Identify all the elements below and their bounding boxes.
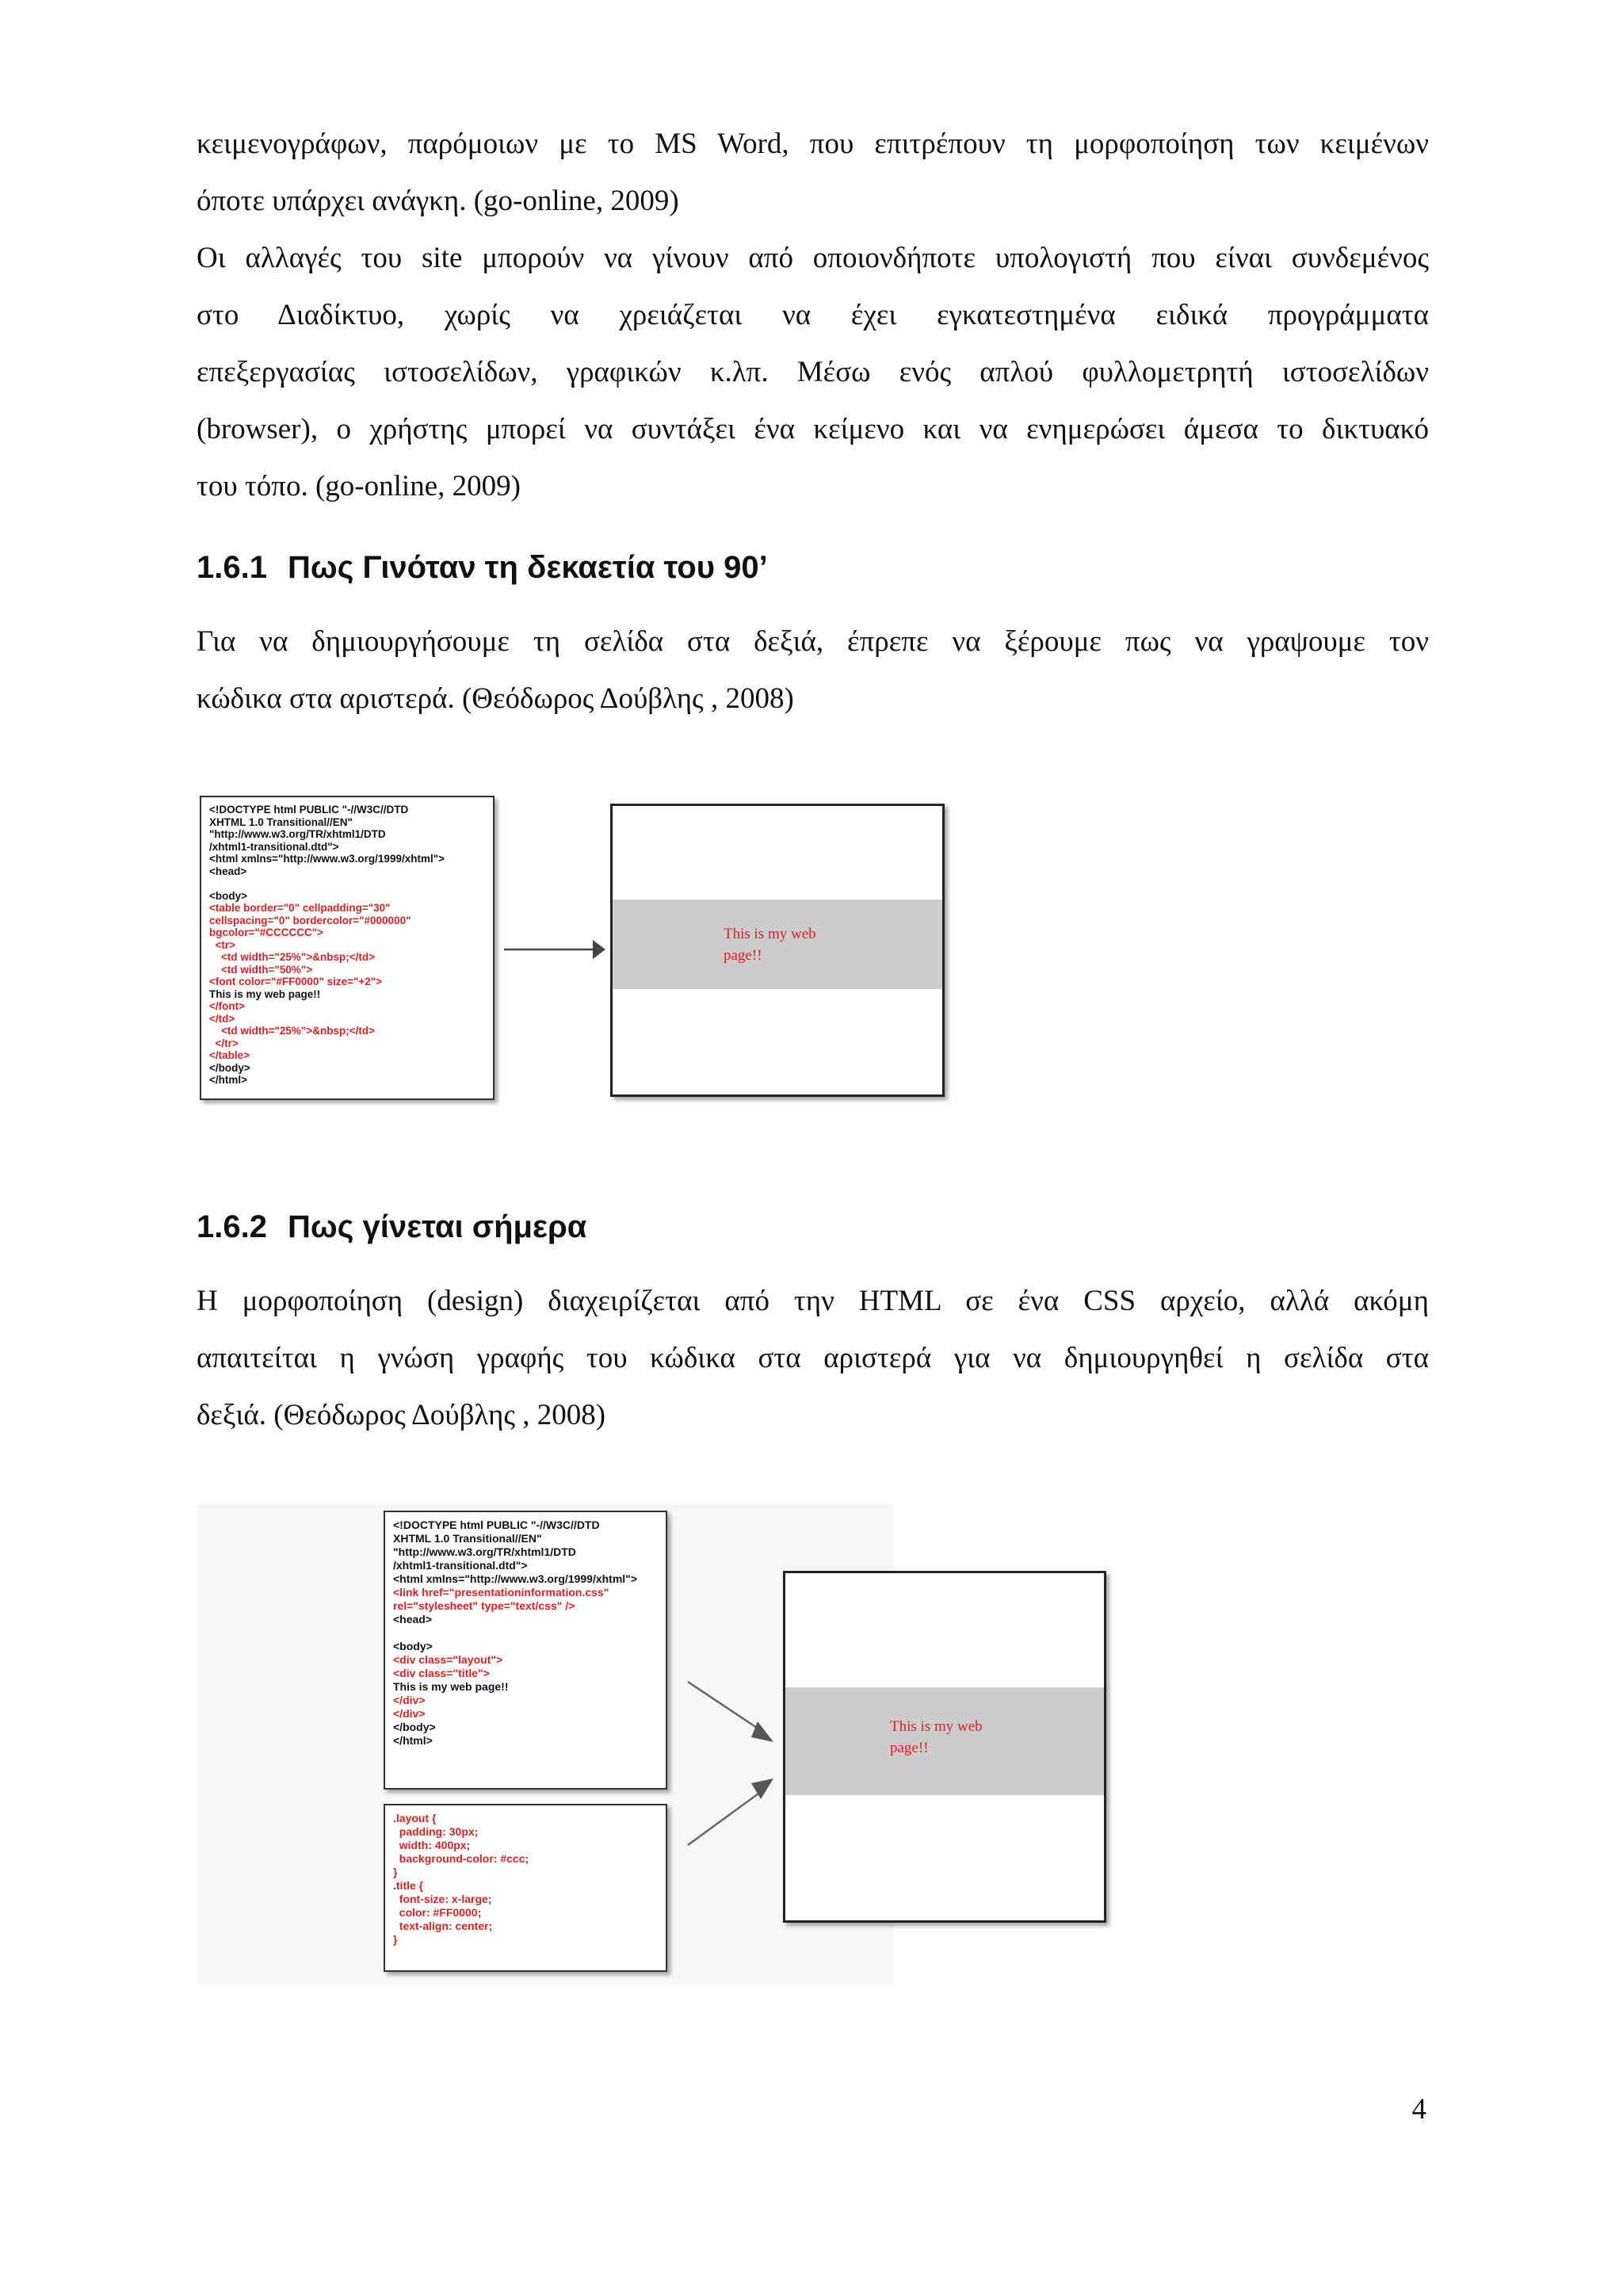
code-line: <table border="0" cellpadding="30" bbox=[209, 902, 391, 914]
paragraph-site-changes bbox=[197, 230, 1429, 515]
section-title: Πως Γινόταν τη δεκαετία του 90’ bbox=[287, 550, 768, 585]
code-line: /xhtml1-transitional.dtd"> bbox=[209, 840, 339, 853]
text-line: του τόπο. (go-online, 2009) bbox=[197, 470, 521, 502]
code-line: </html> bbox=[393, 1734, 433, 1747]
text-line: Οι αλλαγές του site μπορούν να γίνουν από οποιονδήποτε υπολογιστή που είναι συνδεμένος bbox=[197, 242, 1429, 274]
code-line: font-size: x-large; bbox=[393, 1893, 492, 1905]
code-line: } bbox=[393, 1866, 398, 1878]
code-line: <!DOCTYPE html PUBLIC "-//W3C//DTD bbox=[393, 1519, 600, 1531]
code-line: width: 400px; bbox=[393, 1839, 471, 1851]
code-line: rel="stylesheet" type="text/css" /> bbox=[393, 1599, 575, 1612]
code-line: .layout { bbox=[393, 1812, 437, 1824]
text-line: Η μορφοποίηση (design) διαχειρίζεται από την HTML σε ένα CSS αρχείο, αλλά ακόμη bbox=[197, 1285, 1429, 1317]
code-line: </body> bbox=[209, 1061, 250, 1074]
text-line: κώδικα στα αριστερά. (Θεόδωρος Δούβλης , 2008) bbox=[197, 682, 794, 715]
code-line: This is my web page!! bbox=[209, 988, 321, 1000]
code-line: <html xmlns="http://www.w3.org/1999/xhtml"> bbox=[209, 853, 445, 865]
code-line: "http://www.w3.org/TR/xhtml1/DTD bbox=[393, 1545, 576, 1558]
code-line: <div class="layout"> bbox=[393, 1653, 503, 1666]
code-line: padding: 30px; bbox=[393, 1825, 479, 1838]
code-line: </td> bbox=[209, 1012, 235, 1025]
code-line: <head> bbox=[393, 1613, 433, 1626]
code-line bbox=[209, 877, 485, 890]
code-line: </table> bbox=[209, 1049, 250, 1061]
code-line: background-color: #ccc; bbox=[393, 1852, 529, 1865]
code-line: /xhtml1-transitional.dtd"> bbox=[393, 1559, 528, 1572]
code-line: "http://www.w3.org/TR/xhtml1/DTD bbox=[209, 828, 386, 840]
paragraph-intro-continued bbox=[197, 116, 1429, 230]
code-line: <font color="#FF0000" size="+2"> bbox=[209, 976, 383, 988]
code-line: </html> bbox=[209, 1074, 248, 1086]
figure2-browser-output bbox=[783, 1571, 1106, 1923]
figure2-output-text: This is my web page!! bbox=[890, 1718, 983, 1756]
text-line: στο Διαδίκτυο, χωρίς να χρειάζεται να έχει εγκατεστημένα ειδικά προγράμματα bbox=[197, 299, 1429, 331]
figure2-arrow-top-icon bbox=[685, 1677, 780, 1748]
text-line: απαιτείται η γνώση γραφής του κώδικα στα αριστερά για να δημιουργηθεί η σελίδα στα bbox=[197, 1342, 1429, 1374]
code-line: <tr> bbox=[209, 938, 236, 951]
code-line: </font> bbox=[209, 1000, 246, 1012]
code-line: XHTML 1.0 Transitional//EN" bbox=[209, 816, 353, 828]
code-line: <html xmlns="http://www.w3.org/1999/xhtml"> bbox=[393, 1572, 637, 1585]
section-heading-1-6-2 bbox=[197, 1209, 586, 1245]
figure2-css-code-box bbox=[384, 1804, 667, 1972]
code-line: <td width="50%"> bbox=[209, 963, 313, 976]
code-line: <div class="title"> bbox=[393, 1667, 490, 1679]
figure1-output-text: This is my web page!! bbox=[724, 926, 816, 964]
code-line: <body> bbox=[209, 889, 248, 902]
figure1-arrow-icon bbox=[504, 938, 607, 961]
page-number: 4 bbox=[1411, 2093, 1426, 2126]
figure1-html-code-box bbox=[200, 796, 495, 1100]
text-line: επεξεργασίας ιστοσελίδων, γραφικών κ.λπ. Μέσω ενός απλού φυλλομετρητή ιστοσελίδων bbox=[197, 356, 1429, 388]
paragraph-section2 bbox=[197, 1273, 1429, 1444]
code-line: This is my web page!! bbox=[393, 1680, 509, 1693]
figure2-arrow-bottom-icon bbox=[685, 1772, 780, 1851]
section-number: 1.6.1 bbox=[197, 550, 267, 585]
text-line: όποτε υπάρχει ανάγκη. (go-online, 2009) bbox=[197, 185, 679, 217]
code-line: <!DOCTYPE html PUBLIC "-//W3C//DTD bbox=[209, 804, 409, 816]
code-line: <td width="25%">&nbsp;</td> bbox=[209, 951, 375, 963]
code-line: </div> bbox=[393, 1707, 426, 1720]
code-line: </tr> bbox=[209, 1037, 239, 1049]
code-line: </body> bbox=[393, 1721, 436, 1733]
figure1-browser-output bbox=[610, 804, 945, 1097]
code-line: <body> bbox=[393, 1640, 433, 1652]
text-line: (browser), ο χρήστης μπορεί να συντάξει ένα κείμενο και να ενημερώσει άμεσα το δικτυακό bbox=[197, 413, 1429, 445]
section-title: Πως γίνεται σήμερα bbox=[287, 1209, 587, 1244]
paragraph-section1 bbox=[197, 613, 1429, 728]
code-line: <link href="presentationinformation.css" bbox=[393, 1586, 609, 1599]
code-line: XHTML 1.0 Transitional//EN" bbox=[393, 1532, 542, 1545]
code-line: .title { bbox=[393, 1879, 424, 1892]
code-line: </div> bbox=[393, 1694, 426, 1706]
code-line: <td width="25%">&nbsp;</td> bbox=[209, 1025, 375, 1037]
text-line: Για να δημιουργήσουμε τη σελίδα στα δεξιά, έπρεπε να ξέρουμε πως να γραψουμε τον bbox=[197, 625, 1429, 658]
figure2-html-code-box bbox=[384, 1511, 667, 1790]
code-line: bgcolor="#CCCCCC"> bbox=[209, 926, 324, 938]
code-line: cellspacing="0" bordercolor="#000000" bbox=[209, 914, 411, 926]
code-line: <head> bbox=[209, 865, 247, 877]
section-number: 1.6.2 bbox=[197, 1209, 267, 1244]
code-line bbox=[393, 1626, 658, 1640]
text-line: δεξιά. (Θεόδωρος Δούβλης , 2008) bbox=[197, 1399, 606, 1431]
code-line: } bbox=[393, 1933, 398, 1946]
section-heading-1-6-1 bbox=[197, 550, 768, 586]
code-line: color: #FF0000; bbox=[393, 1906, 482, 1919]
text-line: κειμενογράφων, παρόμοιων με το MS Word, που επιτρέπουν τη μορφοποίηση των κειμένων bbox=[197, 128, 1429, 160]
code-line: text-align: center; bbox=[393, 1920, 493, 1932]
